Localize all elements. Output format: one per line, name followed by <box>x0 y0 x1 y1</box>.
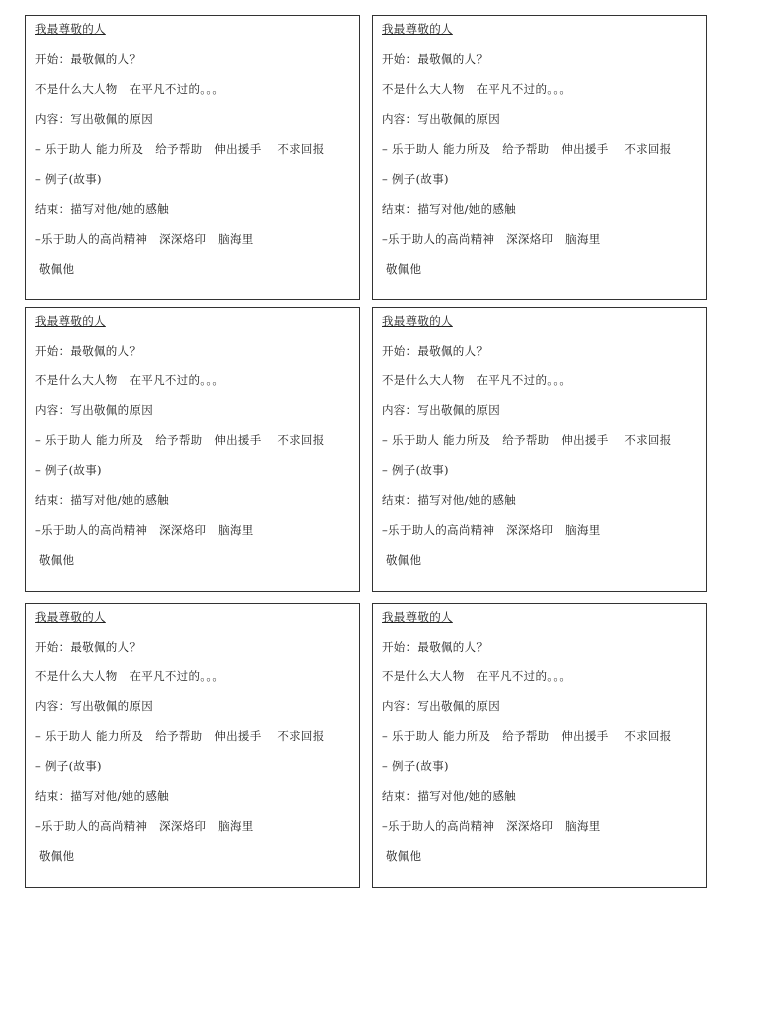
note-card-2 <box>372 15 707 300</box>
card-line-3: 内容：写出敬佩的原因 <box>382 699 500 713</box>
card-line-5: – 例子(故事) <box>382 759 449 773</box>
card-line-5: – 例子(故事) <box>35 463 102 477</box>
card-line-2: 不是什么大人物 在平凡不过的。。。 <box>35 373 225 387</box>
card-title: 我最尊敬的人 <box>35 314 106 328</box>
card-line-1: 开始：最敬佩的人？ <box>35 52 142 66</box>
card-title: 我最尊敬的人 <box>382 610 453 624</box>
card-title: 我最尊敬的人 <box>35 610 106 624</box>
card-line-3: 内容：写出敬佩的原因 <box>382 403 500 417</box>
card-line-8: 敬佩他 <box>382 553 422 567</box>
card-line-2: 不是什么大人物 在平凡不过的。。。 <box>382 373 572 387</box>
card-line-8: 敬佩他 <box>35 553 75 567</box>
card-line-4: – 乐于助人 能力所及 给予帮助 伸出援手 不求回报 <box>35 729 325 743</box>
card-line-1: 开始：最敬佩的人？ <box>35 344 142 358</box>
card-line-2: 不是什么大人物 在平凡不过的。。。 <box>382 669 572 683</box>
card-title: 我最尊敬的人 <box>35 22 106 36</box>
card-line-6: 结束：描写对他/她的感触 <box>35 493 169 507</box>
card-line-5: – 例子(故事) <box>382 172 449 186</box>
card-line-7: –乐于助人的高尚精神 深深烙印 脑海里 <box>382 819 601 833</box>
card-line-4: – 乐于助人 能力所及 给予帮助 伸出援手 不求回报 <box>382 433 672 447</box>
card-line-4: – 乐于助人 能力所及 给予帮助 伸出援手 不求回报 <box>382 729 672 743</box>
note-card-1 <box>25 15 360 300</box>
card-line-6: 结束：描写对他/她的感触 <box>35 789 169 803</box>
card-title: 我最尊敬的人 <box>382 314 453 328</box>
card-line-6: 结束：描写对他/她的感触 <box>35 202 169 216</box>
card-line-6: 结束：描写对他/她的感触 <box>382 202 516 216</box>
card-line-5: – 例子(故事) <box>382 463 449 477</box>
card-line-1: 开始：最敬佩的人？ <box>382 52 489 66</box>
card-line-3: 内容：写出敬佩的原因 <box>382 112 500 126</box>
card-line-8: 敬佩他 <box>382 262 422 276</box>
card-line-3: 内容：写出敬佩的原因 <box>35 699 153 713</box>
card-line-1: 开始：最敬佩的人？ <box>382 640 489 654</box>
card-line-8: 敬佩他 <box>35 262 75 276</box>
card-line-1: 开始：最敬佩的人？ <box>382 344 489 358</box>
note-card-6 <box>372 603 707 888</box>
card-line-7: –乐于助人的高尚精神 深深烙印 脑海里 <box>382 523 601 537</box>
card-line-2: 不是什么大人物 在平凡不过的。。。 <box>382 82 572 96</box>
card-line-4: – 乐于助人 能力所及 给予帮助 伸出援手 不求回报 <box>35 433 325 447</box>
card-line-3: 内容：写出敬佩的原因 <box>35 112 153 126</box>
card-line-3: 内容：写出敬佩的原因 <box>35 403 153 417</box>
card-line-2: 不是什么大人物 在平凡不过的。。。 <box>35 82 225 96</box>
note-card-5 <box>25 603 360 888</box>
card-line-7: –乐于助人的高尚精神 深深烙印 脑海里 <box>35 232 254 246</box>
note-card-3 <box>25 307 360 592</box>
card-line-5: – 例子(故事) <box>35 172 102 186</box>
card-line-7: –乐于助人的高尚精神 深深烙印 脑海里 <box>382 232 601 246</box>
card-line-5: – 例子(故事) <box>35 759 102 773</box>
card-line-7: –乐于助人的高尚精神 深深烙印 脑海里 <box>35 819 254 833</box>
card-line-8: 敬佩他 <box>382 849 422 863</box>
card-line-7: –乐于助人的高尚精神 深深烙印 脑海里 <box>35 523 254 537</box>
card-line-8: 敬佩他 <box>35 849 75 863</box>
card-line-6: 结束：描写对他/她的感触 <box>382 493 516 507</box>
card-line-4: – 乐于助人 能力所及 给予帮助 伸出援手 不求回报 <box>35 142 325 156</box>
card-line-2: 不是什么大人物 在平凡不过的。。。 <box>35 669 225 683</box>
note-card-4 <box>372 307 707 592</box>
card-line-6: 结束：描写对他/她的感触 <box>382 789 516 803</box>
card-line-1: 开始：最敬佩的人？ <box>35 640 142 654</box>
card-title: 我最尊敬的人 <box>382 22 453 36</box>
card-line-4: – 乐于助人 能力所及 给予帮助 伸出援手 不求回报 <box>382 142 672 156</box>
